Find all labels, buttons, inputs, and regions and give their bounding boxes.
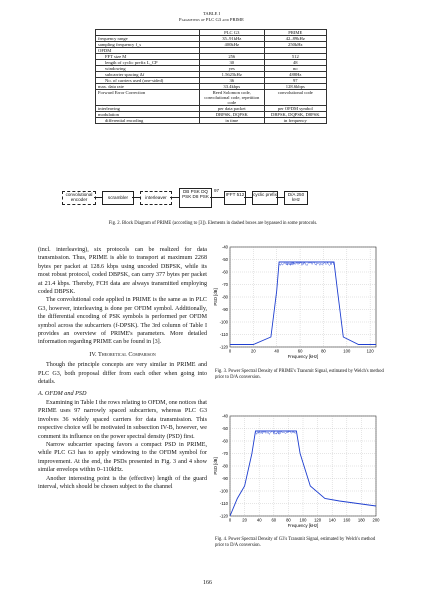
row-label-cell: frequency range bbox=[96, 36, 200, 42]
arrow bbox=[170, 197, 179, 198]
value-cell: 97 bbox=[264, 78, 326, 84]
value-cell: yes bbox=[199, 66, 264, 72]
x-tick-label: 40 bbox=[274, 348, 280, 354]
y-tick-label: -90 bbox=[221, 475, 228, 481]
value-cell: 512 bbox=[264, 54, 326, 60]
paragraph: Narrow subcarrier spacing favors a compact PSD in PRIME, while PLC G3 has to apply windowing to the OFDM symbol for improvement. At the end, the PSDs presented in Fig. 3 and 4 show similar envelops within 0–110kHz. bbox=[38, 441, 207, 474]
value-cell: 128.6kbps bbox=[264, 84, 326, 90]
x-tick-label: 80 bbox=[286, 517, 291, 523]
value-cell: DBPSK, DQPSK, D8PSK bbox=[264, 112, 326, 118]
x-axis-label: Frequency [kHz] bbox=[287, 523, 319, 528]
value-cell: 42–89kHz bbox=[264, 36, 326, 42]
table-title-number: TABLE I bbox=[202, 11, 221, 16]
x-tick-label: 180 bbox=[357, 517, 365, 523]
left-column bbox=[38, 246, 207, 491]
x-tick-label: 200 bbox=[372, 517, 380, 523]
paragraph: Another interesting point is the (effective) length of the guard interval, which should be chosen subject to the channel bbox=[38, 475, 207, 490]
value-cell: per data packet bbox=[199, 106, 264, 112]
row-label-cell: interleaving bbox=[96, 106, 200, 112]
y-tick-label: -50 bbox=[221, 425, 228, 431]
row-label-cell: modulation bbox=[96, 112, 200, 118]
y-tick-label: -70 bbox=[221, 450, 228, 456]
value-cell: convolutional code bbox=[264, 90, 326, 106]
y-tick-label: -110 bbox=[219, 331, 228, 337]
x-tick-label: 120 bbox=[314, 517, 322, 523]
x-tick-label: 60 bbox=[271, 517, 277, 523]
x-axis-label: Frequency [kHz] bbox=[287, 354, 319, 359]
table-header-cell: PLC G3 bbox=[199, 30, 264, 36]
subsection-title: A. OFDM and PSD bbox=[38, 389, 87, 397]
y-tick-label: -100 bbox=[219, 488, 228, 494]
paragraph: Though the principle concepts are very similar in PRIME and PLC G3, both proposal differ from each other when going into details. bbox=[38, 362, 207, 386]
value-cell: 1.5625kHz bbox=[199, 72, 264, 78]
value-cell: per OFDM symbol bbox=[264, 106, 326, 112]
x-tick-label: 40 bbox=[256, 517, 262, 523]
y-tick-label: -40 bbox=[221, 244, 228, 250]
x-tick-label: 20 bbox=[242, 517, 247, 523]
value-cell: 36 bbox=[199, 78, 264, 84]
x-tick-label: 20 bbox=[251, 348, 256, 354]
y-tick-label: -50 bbox=[221, 256, 228, 262]
value-cell: DBPSK, DQPSK bbox=[199, 112, 264, 118]
row-label-cell: length of cyclic prefix L_CP bbox=[96, 60, 200, 66]
value-cell: 30 bbox=[199, 60, 264, 66]
arrow bbox=[132, 197, 140, 198]
block-scrambler: scrambler bbox=[102, 191, 134, 205]
x-tick-label: 0 bbox=[228, 348, 232, 354]
row-label-cell: differential encoding bbox=[96, 118, 200, 124]
value-cell: Reed Solomon code, convolutional code, repetition code bbox=[199, 90, 264, 106]
block-da-converter: D/A 250 kHz bbox=[284, 191, 308, 205]
arrow bbox=[244, 197, 252, 198]
fig2-caption: Fig. 2. Block Diagram of PRIME (according to [3]). Elements in dashed boxes are bypassed in some protocols. bbox=[108, 221, 318, 226]
fig3-psd-chart bbox=[212, 243, 390, 367]
section-title: IV. Theoretical Comparison bbox=[89, 350, 156, 358]
x-tick-label: 140 bbox=[328, 517, 336, 523]
fig4-psd-chart bbox=[212, 412, 390, 536]
row-label-cell: OFDM bbox=[96, 48, 200, 54]
fig4-caption: Fig. 4. Power Spectral Density of G3's Transmit Signal, estimated by Welch's method prior to D/A conversion. bbox=[215, 537, 376, 548]
paragraph: The convolutional code applied in PRIME is the same as in PLC G3, however, interleaving is done per OFDM symbol. Additionally, the differential encoding of PSK symbols is performed per OFDM symbol across the subcarriers (f-DPSK). The 3rd column of Table I provides an overview of PRIME's parameters. More detailed information regarding PRIME can be found in [3]. bbox=[38, 297, 207, 346]
value-cell: 35–91kHz bbox=[199, 36, 264, 42]
x-tick-label: 100 bbox=[299, 517, 307, 523]
paragraph: Examining in Table I the rows relating to OFDM, one notices that PRIME uses 97 narrowly spaced subcarriers, whereas PLC G3 involves 36 widely spaced carriers for data transmission. This respective choice will be motivated in subsection IV-B, however, we comment its influence on the power spectral density (PSD) first. bbox=[38, 399, 207, 440]
value-cell: 48 bbox=[264, 60, 326, 66]
block-convolutional-encoder: convolutional encoder bbox=[62, 191, 96, 205]
y-tick-label: -90 bbox=[221, 306, 228, 312]
row-label-cell: max. data rate bbox=[96, 84, 200, 90]
row-label-cell: No. of carriers used (one-sided) bbox=[96, 78, 200, 84]
x-tick-label: 120 bbox=[366, 348, 374, 354]
row-label-cell: windowing bbox=[96, 66, 200, 72]
y-tick-label: -80 bbox=[221, 294, 228, 300]
value-cell: 33.4kbps bbox=[199, 84, 264, 90]
value-cell: 400kHz bbox=[199, 42, 264, 48]
y-tick-label: -110 bbox=[219, 500, 228, 506]
y-tick-label: -120 bbox=[219, 344, 228, 350]
table-title: Parameters of PLC G3 and PRIME bbox=[179, 17, 244, 22]
row-label-cell: subcarrier spacing Δf bbox=[96, 72, 200, 78]
value-cell: 488Hz bbox=[264, 72, 326, 78]
block-psk-modulator: DB PSK DQ PSK D8 PSK bbox=[179, 188, 212, 208]
y-axis-label: PSD [dB] bbox=[213, 288, 218, 306]
block-interleaver: interleaver bbox=[140, 191, 172, 205]
y-tick-label: -80 bbox=[221, 463, 228, 469]
block-cyclic-prefix: cyclic prefix bbox=[252, 191, 278, 205]
y-tick-label: -70 bbox=[221, 281, 228, 287]
y-axis-label: PSD [dB] bbox=[213, 457, 218, 475]
y-tick-label: -120 bbox=[219, 513, 228, 519]
row-label-cell: sampling frequency f_s bbox=[96, 42, 200, 48]
value-cell: in time bbox=[199, 118, 264, 124]
row-label-cell: FFT size M bbox=[96, 54, 200, 60]
y-tick-label: -60 bbox=[221, 438, 228, 444]
page-number: 166 bbox=[203, 580, 212, 586]
x-tick-label: 0 bbox=[228, 517, 232, 523]
x-tick-label: 160 bbox=[343, 517, 351, 523]
arrow bbox=[210, 197, 224, 198]
block-ifft: IFFT 512 bbox=[224, 191, 246, 205]
arrow bbox=[276, 197, 284, 198]
block-diagram bbox=[0, 0, 423, 230]
value-cell: in frequency bbox=[264, 118, 326, 124]
y-tick-label: -40 bbox=[221, 413, 228, 419]
paragraph: (incl. interleaving), six protocols can be realized for data transmission. Thus, PRIME is able to transport at maximum 2268 bytes per packet at 128.6 kbps using uncoded DBPSK, while its most robust protocol, coded DBPSK, can carry 377 bytes per packet at 21.4 kbps. Thereby, FCH data are always transmitted employing coded DBPSK. bbox=[38, 247, 207, 296]
y-tick-label: -100 bbox=[219, 319, 228, 325]
x-tick-label: 80 bbox=[321, 348, 326, 354]
carrier-count-label: 97 bbox=[214, 188, 220, 193]
y-tick-label: -60 bbox=[221, 269, 228, 275]
value-cell: no bbox=[264, 66, 326, 72]
row-label-cell: Forward Error Correction bbox=[96, 90, 200, 106]
value-cell: 256 bbox=[199, 54, 264, 60]
table-header-cell: PRIME bbox=[264, 30, 326, 36]
x-tick-label: 60 bbox=[297, 348, 303, 354]
x-tick-label: 100 bbox=[343, 348, 351, 354]
value-cell: 250kHz bbox=[264, 42, 326, 48]
fig3-caption: Fig. 3. Power Spectral Density of PRIME's Transmit Signal, estimated by Welch's method prior to D/A conversion. bbox=[215, 369, 384, 380]
arrow bbox=[94, 197, 102, 198]
